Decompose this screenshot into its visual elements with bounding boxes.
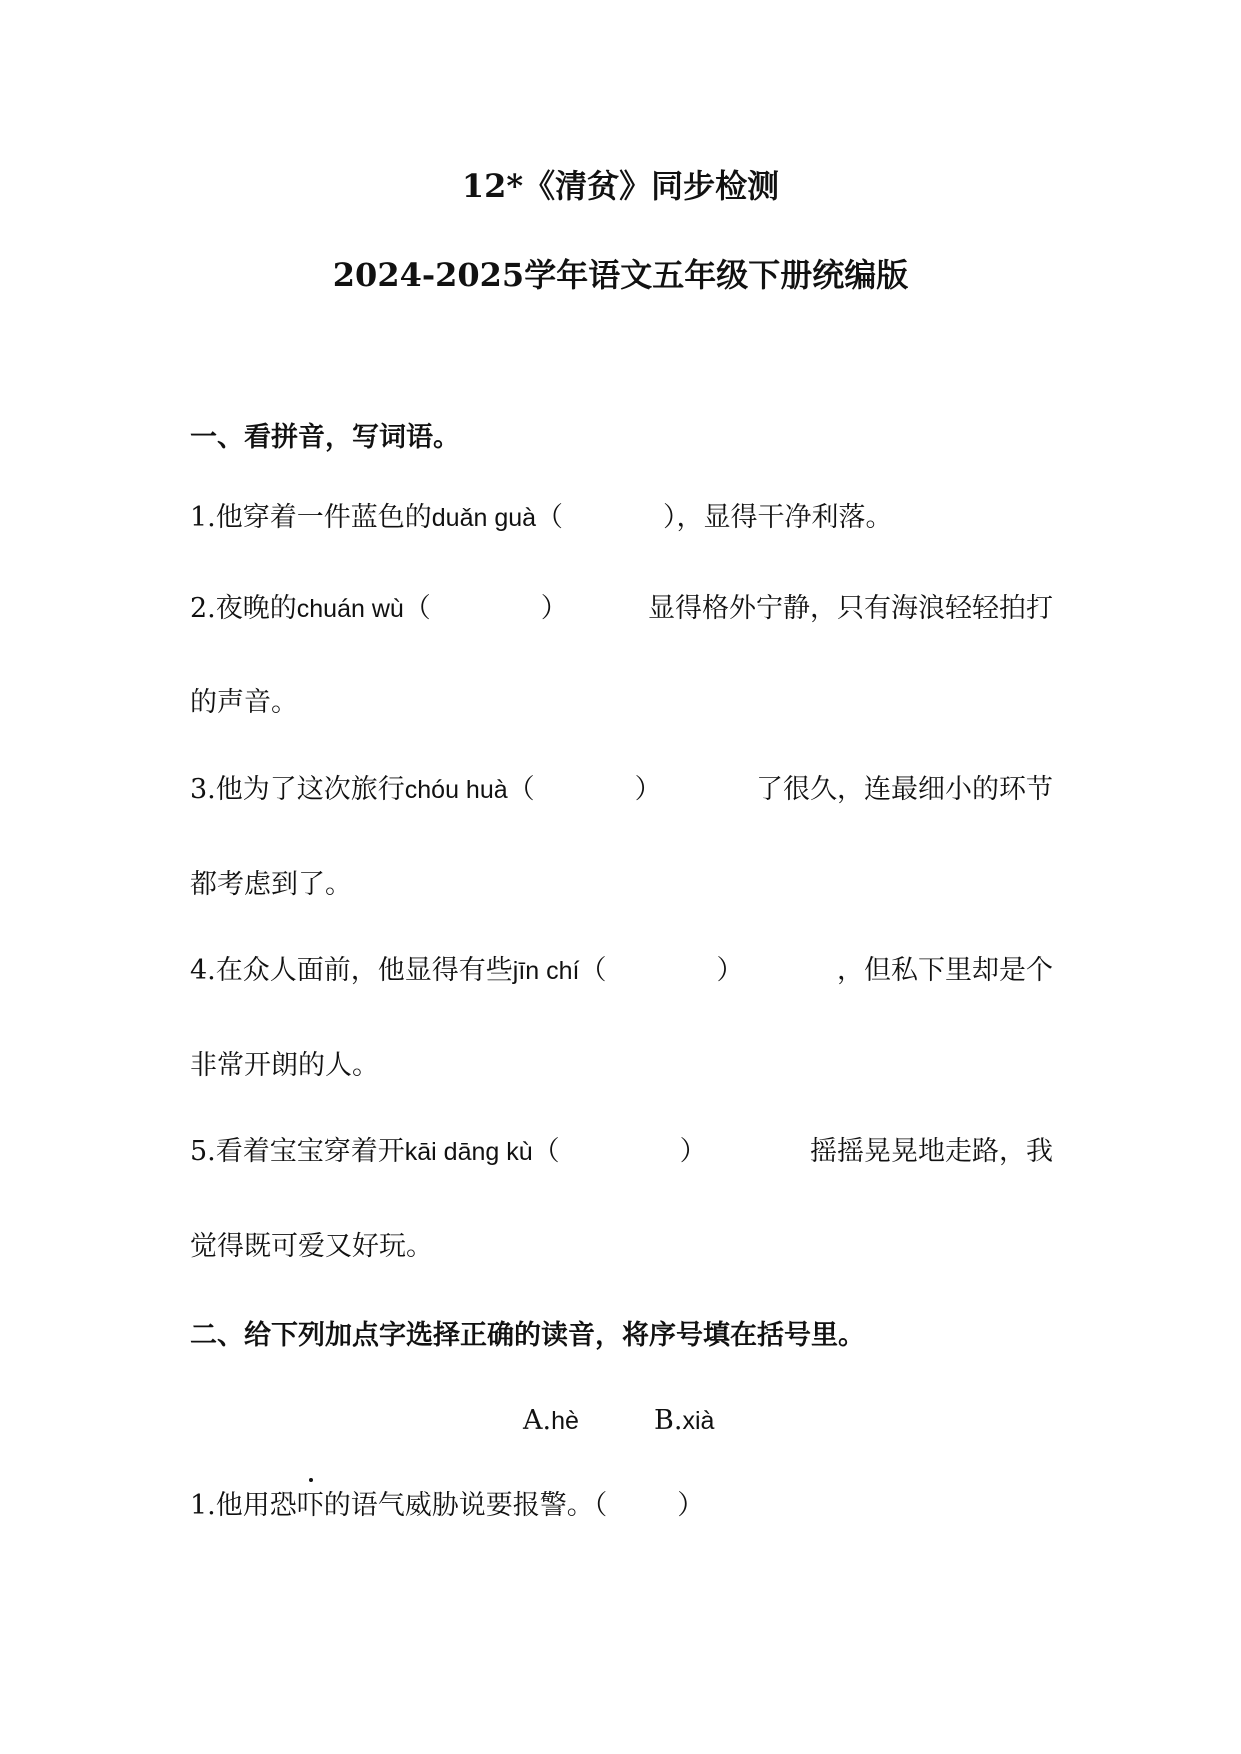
dotted-character-text: 吓 (296, 1490, 324, 1521)
open-paren: （ (536, 502, 564, 533)
question-text-after: ，但私下里却是个 (837, 955, 1053, 986)
open-paren: （ (532, 1136, 560, 1167)
emphasis-dot-icon (309, 1478, 313, 1482)
open-paren: （ (403, 593, 431, 624)
question-text: 他穿着一件蓝色的 (215, 502, 432, 533)
question-text: 夜晚的 (215, 593, 297, 624)
open-paren: （ (593, 1490, 608, 1521)
dotted-character (297, 1488, 324, 1524)
pinyin-prompt: duǎn guà (431, 504, 537, 532)
question-number: 1. (190, 1490, 216, 1521)
question-4-line (190, 953, 1053, 989)
question-number: 1. (190, 502, 216, 533)
pinyin-prompt: chuán wù (296, 595, 404, 623)
question-number: 5. (190, 1136, 216, 1167)
question-5-continuation: 觉得既可爱又好玩。 (190, 1231, 433, 1262)
open-paren: （ (579, 955, 607, 986)
option-b-label: B. (654, 1405, 683, 1436)
question-3-continuation: 都考虑到了。 (190, 869, 352, 900)
question-text-after: ，显得干净利落。 (676, 502, 893, 533)
question-text-after: 显得格外宁静，只有海浪轻轻拍打 (648, 593, 1053, 624)
pinyin-prompt: kāi dāng kù (404, 1138, 533, 1166)
pinyin-prompt: jīn chí (512, 957, 580, 985)
question-3-line (190, 772, 1053, 808)
close-paren: ） (634, 774, 662, 805)
option-a (523, 1403, 579, 1439)
section-2-heading: 二、给下列加点字选择正确的读音，将序号填在括号里。 (190, 1320, 865, 1351)
question-5-line (190, 1134, 1053, 1170)
question-1-line (190, 500, 893, 536)
question-number: 2. (190, 593, 216, 624)
worksheet-subtitle: 2024-2025学年语文五年级下册统编版 (332, 256, 909, 294)
question-2-line (190, 591, 1053, 627)
worksheet-title: 12*《清贫》同步检测 (461, 167, 780, 205)
question-text-after: 的语气威胁说要报警。 (323, 1490, 594, 1521)
question-text: 他用恐 (215, 1490, 297, 1521)
pinyin-prompt: chóu huà (404, 776, 508, 804)
option-a-label: A. (523, 1405, 552, 1436)
close-paren: ） (716, 955, 744, 986)
section-1-heading: 一、看拼音，写词语。 (190, 422, 460, 453)
option-b-value: xià (682, 1407, 715, 1435)
question-4-continuation: 非常开朗的人。 (190, 1050, 379, 1081)
question-number: 4. (190, 955, 216, 986)
close-paren: ） (663, 502, 677, 533)
close-paren: ） (540, 593, 568, 624)
question-text: 他为了这次旅行 (215, 774, 405, 805)
question-number: 3. (190, 774, 216, 805)
close-paren: ） (677, 1490, 705, 1521)
open-paren: （ (507, 774, 535, 805)
option-b (654, 1403, 714, 1439)
question-text-after: 摇摇晃晃地走路，我 (810, 1136, 1053, 1167)
question-2-continuation: 的声音。 (190, 687, 298, 718)
question-text-after: 了很久，连最细小的环节 (756, 774, 1053, 805)
question-text: 在众人面前，他显得有些 (215, 955, 513, 986)
question-text: 看着宝宝穿着开 (215, 1136, 405, 1167)
section-2-question-1-line (190, 1488, 704, 1524)
option-a-value: hè (551, 1407, 579, 1435)
close-paren: ） (679, 1136, 707, 1167)
